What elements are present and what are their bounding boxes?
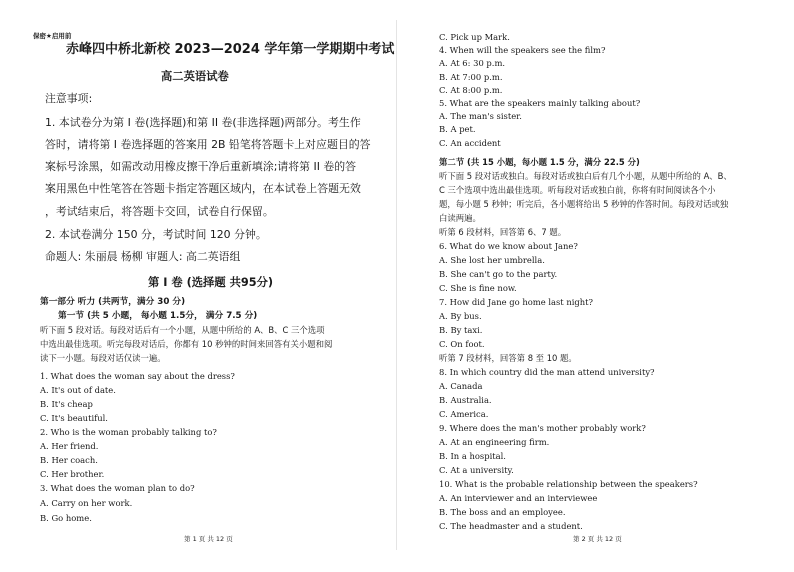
instruction-line: C 三个选项中选出最佳选项。听每段对话或独白前，你将有时间阅读各个小 — [439, 185, 716, 195]
exam-title: 赤峰四中桥北新校 2023—2024 学年第一学期期中考试 — [66, 42, 395, 57]
exam-page-2 — [397, 0, 794, 572]
option: A. At 6: 30 p.m. — [439, 58, 506, 68]
option: A. The man's sister. — [439, 111, 522, 121]
option: A. She lost her umbrella. — [439, 255, 545, 265]
option: B. In a hospital. — [439, 451, 506, 461]
option: C. At a university. — [439, 465, 514, 475]
question-2: 2. Who is the woman probably talking to? — [40, 427, 217, 437]
option: A. By bus. — [439, 311, 482, 321]
page-footer: 第 2 页 共 12 页 — [573, 535, 622, 543]
option: B. It's cheap — [40, 399, 93, 409]
material-instruction: 听第 6 段材料，回答第 6、7 题。 — [439, 227, 567, 237]
option: C. The headmaster and a student. — [439, 521, 583, 531]
confidential-mark: 保密★启用前 — [33, 32, 72, 40]
notice-line: 答时，请将第 I 卷选择题的答案用 2B 铅笔将答题卡上对应题目的答 — [45, 138, 371, 151]
option: B. The boss and an employee. — [439, 507, 566, 517]
option: A. Canada — [439, 381, 483, 391]
notice-line: ，考试结束后，将答题卡交回，试卷自行保留。 — [45, 205, 274, 218]
section-title: 第一节 (共 5 小题， 每小题 1.5分， 满分 7.5 分) — [58, 311, 258, 321]
option: C. She is fine now. — [439, 283, 517, 293]
notice-line: 2. 本试卷满分 150 分，考试时间 120 分钟。 — [45, 228, 267, 241]
option: B. A pet. — [439, 124, 476, 134]
question-10: 10. What is the probable relationship between the speakers? — [439, 479, 698, 489]
instruction-line: 读下一小题。每段对话仅读一遍。 — [40, 353, 166, 363]
instruction-line: 题，每小题 5 秒钟；听完后，各小题将给出 5 秒钟的作答时间。每段对话或独 — [439, 199, 729, 209]
notice-line: 1. 本试卷分为第 I 卷(选择题)和第 II 卷(非选择题)两部分。考生作 — [45, 116, 361, 129]
option: A. Carry on her work. — [40, 498, 133, 508]
question-8: 8. In which country did the man attend university? — [439, 367, 655, 377]
question-6: 6. What do we know about Jane? — [439, 241, 578, 251]
instruction-line: 中选出最佳选项。听完每段对话后，你都有 10 秒钟的时间来回答有关小题和阅 — [40, 339, 333, 349]
option: B. Go home. — [40, 513, 92, 523]
volume-title: 第 I 卷 (选择题 共95分) — [148, 276, 274, 289]
question-9: 9. Where does the man's mother probably work? — [439, 423, 646, 433]
option: B. She can't go to the party. — [439, 269, 558, 279]
option: C. Her brother. — [40, 469, 105, 479]
option: A. An interviewer and an interviewee — [439, 493, 598, 503]
option: A. Her friend. — [40, 441, 99, 451]
section2-title: 第二节 (共 15 小题，每小题 1.5 分，满分 22.5 分) — [439, 157, 640, 167]
option: C. On foot. — [439, 339, 485, 349]
page-footer: 第 1 页 共 12 页 — [184, 535, 233, 543]
notice-line: 命题人: 朱丽晨 杨柳 审题人: 高二英语组 — [45, 250, 241, 263]
notice-line: 案标号涂黑，如需改动用橡皮擦干净后重新填涂;请将第 II 卷的答 — [45, 160, 357, 173]
notice-line: 案用黑色中性笔答在答题卡指定答题区域内，在本试卷上答题无效 — [45, 182, 361, 195]
option: A. It's out of date. — [40, 385, 116, 395]
option: C. An accident — [439, 138, 501, 148]
question-1: 1. What does the woman say about the dress? — [40, 371, 235, 381]
option: C. At 8:00 p.m. — [439, 85, 503, 95]
option: B. By taxi. — [439, 325, 483, 335]
option: A. At an engineering firm. — [439, 437, 550, 447]
part-title: 第一部分 听力 (共两节，满分 30 分) — [40, 297, 186, 307]
question-3: 3. What does the woman plan to do? — [40, 483, 195, 493]
exam-subtitle: 高二英语试卷 — [161, 70, 229, 83]
option: C. Pick up Mark. — [439, 32, 510, 42]
notice-heading: 注意事项: — [45, 92, 93, 105]
question-4: 4. When will the speakers see the film? — [439, 45, 606, 55]
option: B. Her coach. — [40, 455, 98, 465]
instruction-line: 听下面 5 段对话。每段对话后有一个小题，从题中所给的 A、B、C 三个选项 — [40, 325, 325, 335]
option: B. Australia. — [439, 395, 492, 405]
option: B. At 7:00 p.m. — [439, 72, 503, 82]
option: C. America. — [439, 409, 489, 419]
instruction-line: 听下面 5 段对话或独白。每段对话或独白后有几个小题，从题中所给的 A、B、 — [439, 171, 732, 181]
option: C. It's beautiful. — [40, 413, 108, 423]
material-instruction: 听第 7 段材料，回答第 8 至 10 题。 — [439, 353, 577, 363]
question-7: 7. How did Jane go home last night? — [439, 297, 593, 307]
instruction-line: 白读两遍。 — [439, 213, 481, 223]
question-5: 5. What are the speakers mainly talking about? — [439, 98, 641, 108]
